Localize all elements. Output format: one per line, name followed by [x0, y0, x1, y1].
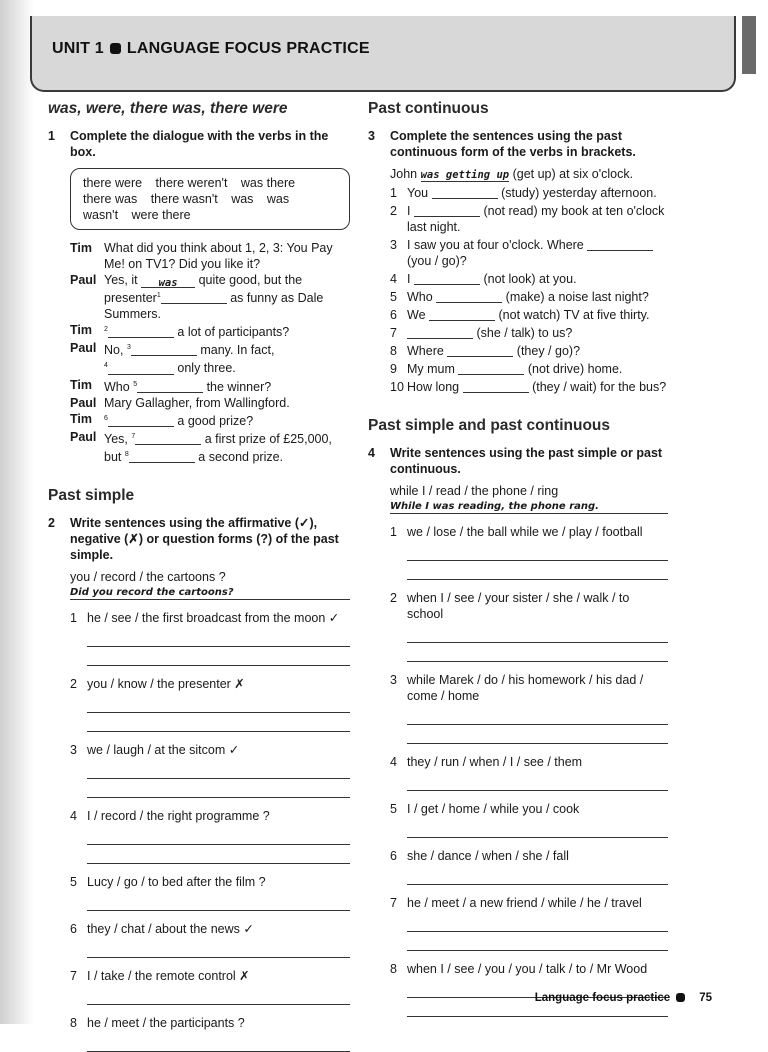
item-text: (they / wait) for the bus?: [532, 380, 667, 394]
example-text: (get up) at six o'clock.: [512, 167, 634, 181]
item-number: 4: [390, 755, 397, 769]
dialogue-line: [70, 240, 350, 272]
answer-blank[interactable]: [131, 343, 197, 356]
line-text: as funny as Dale Summers.: [104, 291, 324, 322]
item-text: he / meet / a new friend / while / he / travel: [407, 896, 642, 910]
answer-line[interactable]: [407, 624, 668, 643]
item-text: she / dance / when / she / fall: [407, 849, 569, 863]
exercise-1-heading: [48, 128, 350, 160]
dialogue-line: [70, 322, 350, 340]
bullet-icon: [676, 993, 685, 1002]
box-word: wasn't: [83, 208, 119, 222]
speaker: Paul: [70, 341, 97, 356]
bullet-icon: [110, 43, 121, 54]
item-number: 5: [390, 802, 397, 816]
item-number: 5: [390, 290, 397, 304]
item-number: 3: [390, 673, 397, 687]
item-text: I / take / the remote control ✗: [87, 969, 250, 984]
item-number: 6: [390, 308, 397, 322]
item-number: 4: [390, 272, 397, 286]
answer-line[interactable]: [87, 892, 350, 911]
gap-number: 7: [131, 432, 136, 440]
exercise-number: 4: [368, 446, 375, 460]
answer-line[interactable]: [87, 628, 350, 647]
section-title-past-continuous: Past continuous: [368, 100, 489, 117]
item-number: 10: [390, 380, 404, 394]
speaker: Tim: [70, 411, 92, 426]
answer-line[interactable]: [87, 779, 350, 798]
box-word: was: [231, 192, 254, 206]
unit-header: [30, 16, 736, 92]
list-item: [390, 343, 668, 359]
list-item: [390, 361, 668, 377]
answer-blank[interactable]: [414, 204, 480, 217]
gap-number: 5: [133, 380, 138, 388]
item-text: (study) yesterday afternoon.: [501, 186, 657, 200]
item-number: 4: [70, 809, 77, 824]
item-text: I saw you at four o'clock. Where: [407, 238, 584, 252]
line-text: Yes, it: [104, 273, 138, 287]
list-item: [390, 754, 668, 770]
item-number: 9: [390, 362, 397, 376]
answer-blank[interactable]: [108, 414, 174, 427]
line-text: many. In fact,: [200, 343, 275, 358]
answer-line[interactable]: [87, 647, 350, 666]
item-text: (you / go)?: [407, 254, 467, 268]
list-item: [70, 742, 350, 758]
dialogue-line: [70, 340, 350, 376]
answer-line[interactable]: [87, 826, 350, 845]
right-column: [368, 100, 671, 1017]
item-text: he / see / the first broadcast from the moon ✓: [87, 611, 340, 626]
answer-line[interactable]: [407, 819, 668, 838]
speaker: Tim: [70, 241, 92, 255]
item-number: 2: [390, 591, 397, 605]
unit-title: LANGUAGE FOCUS PRACTICE: [126, 40, 370, 57]
section-title-past-simple: Past simple: [48, 487, 135, 505]
item-text: Where: [407, 344, 444, 358]
box-word: there was: [83, 192, 138, 206]
answer-blank[interactable]: [108, 325, 174, 338]
line-text: quite good, but the presenter: [104, 273, 303, 306]
exercise-instruction: Complete the sentences using the past continuous form of the verbs in brackets.: [390, 129, 636, 159]
item-text: (she / talk) to us?: [476, 326, 573, 340]
box-word: there were: [83, 176, 143, 190]
item-number: 8: [390, 344, 397, 358]
answer-line[interactable]: [87, 760, 350, 779]
item-text: they / chat / about the news ✓: [87, 922, 254, 937]
section-title-was-were: was, were, there was, there were: [48, 100, 288, 117]
line-text: Yes,: [104, 432, 128, 447]
item-number: 7: [390, 896, 397, 910]
item-number: 1: [390, 525, 397, 539]
dialogue-line: [70, 395, 350, 411]
line-text: the winner?: [206, 379, 272, 394]
exercise-number: 1: [48, 129, 55, 143]
item-text: he / meet / the participants ?: [87, 1016, 245, 1031]
exercise-instruction: Write sentences using the past simple or past continuous.: [390, 446, 663, 476]
item-text: Lucy / go / to bed after the film ?: [87, 875, 266, 890]
item-number: 1: [70, 611, 77, 626]
list-item: [390, 672, 668, 704]
dialogue-line: [70, 377, 350, 395]
answer-line[interactable]: [87, 845, 350, 864]
answer-blank[interactable]: [108, 362, 174, 375]
answer-blank[interactable]: [432, 186, 498, 199]
box-word: there weren't: [155, 176, 228, 190]
item-text: I: [407, 204, 411, 218]
line-text: a first prize of £25,000, but: [104, 432, 332, 465]
item-text: (not look) at you.: [483, 272, 577, 286]
exercise-number: 3: [368, 129, 375, 143]
answer-blank[interactable]: [407, 326, 473, 339]
item-text: I / get / home / while you / cook: [407, 802, 580, 816]
item-number: 1: [390, 186, 397, 200]
exercise-3-items: [368, 166, 668, 395]
footer-label: Language focus practice: [534, 992, 671, 1004]
line-text: a lot of participants?: [177, 325, 290, 340]
list-item: [70, 610, 350, 626]
line-text: Mary Gallagher, from Wallingford.: [104, 395, 290, 410]
item-text: we / lose / the ball while we / play / football: [407, 525, 643, 539]
item-text: they / run / when / I / see / them: [407, 755, 583, 769]
speaker: Paul: [70, 273, 97, 287]
item-number: 5: [70, 875, 77, 890]
line-text: What did you think about 1, 2, 3: You Pay Me! on TV1? Did you like it?: [104, 241, 333, 271]
item-text: when I / see / you / you / talk / to / Mr Wood: [407, 962, 648, 976]
list-item: [390, 271, 668, 287]
answer-line[interactable]: [407, 561, 668, 580]
example-text: John: [390, 167, 418, 181]
answer-blank[interactable]: [137, 380, 203, 393]
answer-line[interactable]: [407, 706, 668, 725]
item-text: you / know / the presenter ✗: [87, 677, 245, 692]
item-number: 6: [70, 922, 77, 937]
list-item: [390, 307, 668, 323]
item-text: (not read) my book at ten o'clock last night.: [407, 204, 665, 234]
answer-line[interactable]: [407, 542, 668, 561]
item-text: I: [407, 272, 411, 286]
line-text: a second prize.: [198, 450, 284, 465]
line-text: No,: [104, 343, 124, 358]
answer-blank[interactable]: [447, 344, 513, 357]
list-item: [70, 874, 350, 890]
list-item: [390, 848, 668, 864]
example-answer: While I was reading, the phone rang.: [390, 501, 668, 514]
speaker: Tim: [70, 377, 92, 392]
list-item: [70, 676, 350, 692]
list-item: [390, 203, 668, 235]
exercise-3-heading: [368, 128, 668, 160]
box-word: were there: [131, 208, 191, 222]
speaker: Paul: [70, 395, 97, 410]
example-answer: Did you record the cartoons?: [70, 587, 350, 600]
answer-line[interactable]: [87, 694, 350, 713]
list-item: [390, 524, 668, 540]
page-number: 75: [699, 992, 712, 1004]
gap-number: 6: [104, 414, 108, 422]
answer-blank[interactable]: [414, 272, 480, 285]
item-text: (not drive) home.: [527, 362, 623, 376]
example-prompt: while I / read / the phone / ring: [390, 484, 559, 498]
list-item: [390, 895, 668, 911]
answer-blank[interactable]: [129, 450, 195, 463]
list-item: [70, 1015, 350, 1031]
speaker: Paul: [70, 429, 97, 444]
item-text: Who: [407, 290, 433, 304]
box-word: was: [266, 192, 290, 206]
answer-line[interactable]: [407, 643, 668, 662]
answer-blank[interactable]: [436, 290, 502, 303]
example-sentence: [390, 166, 668, 183]
box-word: was there: [240, 176, 296, 190]
list-item: [390, 185, 668, 201]
line-text: only three.: [177, 361, 236, 376]
item-text: (not watch) TV at five thirty.: [498, 308, 650, 322]
item-text: How long: [407, 380, 460, 394]
list-item: [390, 801, 668, 817]
left-column: [48, 100, 350, 1052]
example-prompt: you / record / the cartoons ?: [70, 570, 226, 585]
page-footer: [535, 992, 712, 1004]
answer-line[interactable]: [407, 913, 668, 932]
answer-line[interactable]: [87, 939, 350, 958]
list-item: [390, 590, 668, 622]
unit-label: UNIT 1: [52, 40, 104, 57]
dialogue-line: [70, 429, 350, 465]
dialogue-line: Paul Yes, it was quite good, but the presenter$^1$ as funny as Dale Summers.: [70, 273, 324, 322]
item-number: 2: [70, 677, 77, 692]
answer-line[interactable]: [87, 986, 350, 1005]
item-number: 2: [390, 204, 397, 218]
page-title: [52, 40, 370, 58]
item-text: My mum: [407, 362, 455, 376]
answer-line[interactable]: [407, 866, 668, 885]
example-answer: was getting up: [420, 169, 510, 181]
box-word: there wasn't: [150, 192, 218, 206]
list-item: [70, 921, 350, 937]
item-text: You: [407, 186, 429, 200]
exercise-2-heading: [48, 515, 350, 563]
item-text: when I / see / your sister / she / walk / to school: [407, 591, 630, 621]
list-item: [390, 237, 668, 269]
answer-line[interactable]: [87, 713, 350, 732]
answer-line[interactable]: [87, 1033, 350, 1052]
answer-blank[interactable]: [135, 432, 201, 445]
page-edge-shadow: [0, 0, 34, 1024]
list-item: [390, 325, 668, 341]
answer-line[interactable]: [407, 932, 668, 951]
speaker: Tim: [70, 323, 92, 338]
gap-number: 8: [124, 451, 129, 459]
list-item: [70, 808, 350, 824]
gap-number: 4: [104, 362, 108, 370]
answer-blank[interactable]: [463, 380, 529, 393]
item-number: 3: [70, 743, 77, 758]
item-number: 7: [390, 326, 397, 340]
item-number: 8: [390, 962, 397, 976]
item-number: 7: [70, 969, 77, 984]
item-text: we / laugh / at the sitcom ✓: [87, 743, 240, 758]
item-text: (they / go)?: [516, 344, 581, 358]
answer-blank[interactable]: [587, 238, 653, 251]
item-number: 8: [70, 1016, 77, 1031]
example-answer-blank[interactable]: was: [141, 275, 195, 288]
word-box: [70, 168, 350, 230]
item-text: while Marek / do / his homework / his dad / come / home: [407, 673, 644, 703]
answer-blank[interactable]: [429, 308, 495, 321]
section-title-past-simple-continuous: Past simple and past continuous: [368, 417, 611, 434]
list-item: [390, 379, 668, 395]
exercise-2-items: [48, 610, 350, 1052]
line-text: Who: [104, 379, 130, 394]
gap-number: 3: [126, 344, 131, 352]
answer-line[interactable]: [407, 725, 668, 744]
dialogue: [70, 240, 350, 465]
exercise-4-heading: [368, 445, 668, 477]
item-number: 6: [390, 849, 397, 863]
list-item: [70, 968, 350, 984]
item-number: 3: [390, 238, 397, 252]
exercise-4-items: [368, 524, 671, 1017]
exercise-number: 2: [48, 516, 55, 531]
exercise-instruction: Write sentences using the affirmative (✓), negative (✗) or question forms (?) of the past simple.: [70, 516, 339, 563]
item-text: (make) a noise last night?: [505, 290, 649, 304]
dialogue-line: [70, 411, 350, 429]
list-item: [390, 289, 668, 305]
binding-mark: [742, 16, 756, 74]
line-text: a good prize?: [177, 413, 254, 428]
list-item: [390, 961, 668, 977]
item-text: I / record / the right programme ?: [87, 809, 270, 824]
answer-blank[interactable]: [161, 291, 227, 304]
answer-line[interactable]: [407, 772, 668, 791]
gap-number: 2: [104, 326, 108, 334]
answer-blank[interactable]: [458, 362, 524, 375]
item-text: We: [407, 308, 426, 322]
exercise-instruction: Complete the dialogue with the verbs in the box.: [70, 129, 329, 159]
